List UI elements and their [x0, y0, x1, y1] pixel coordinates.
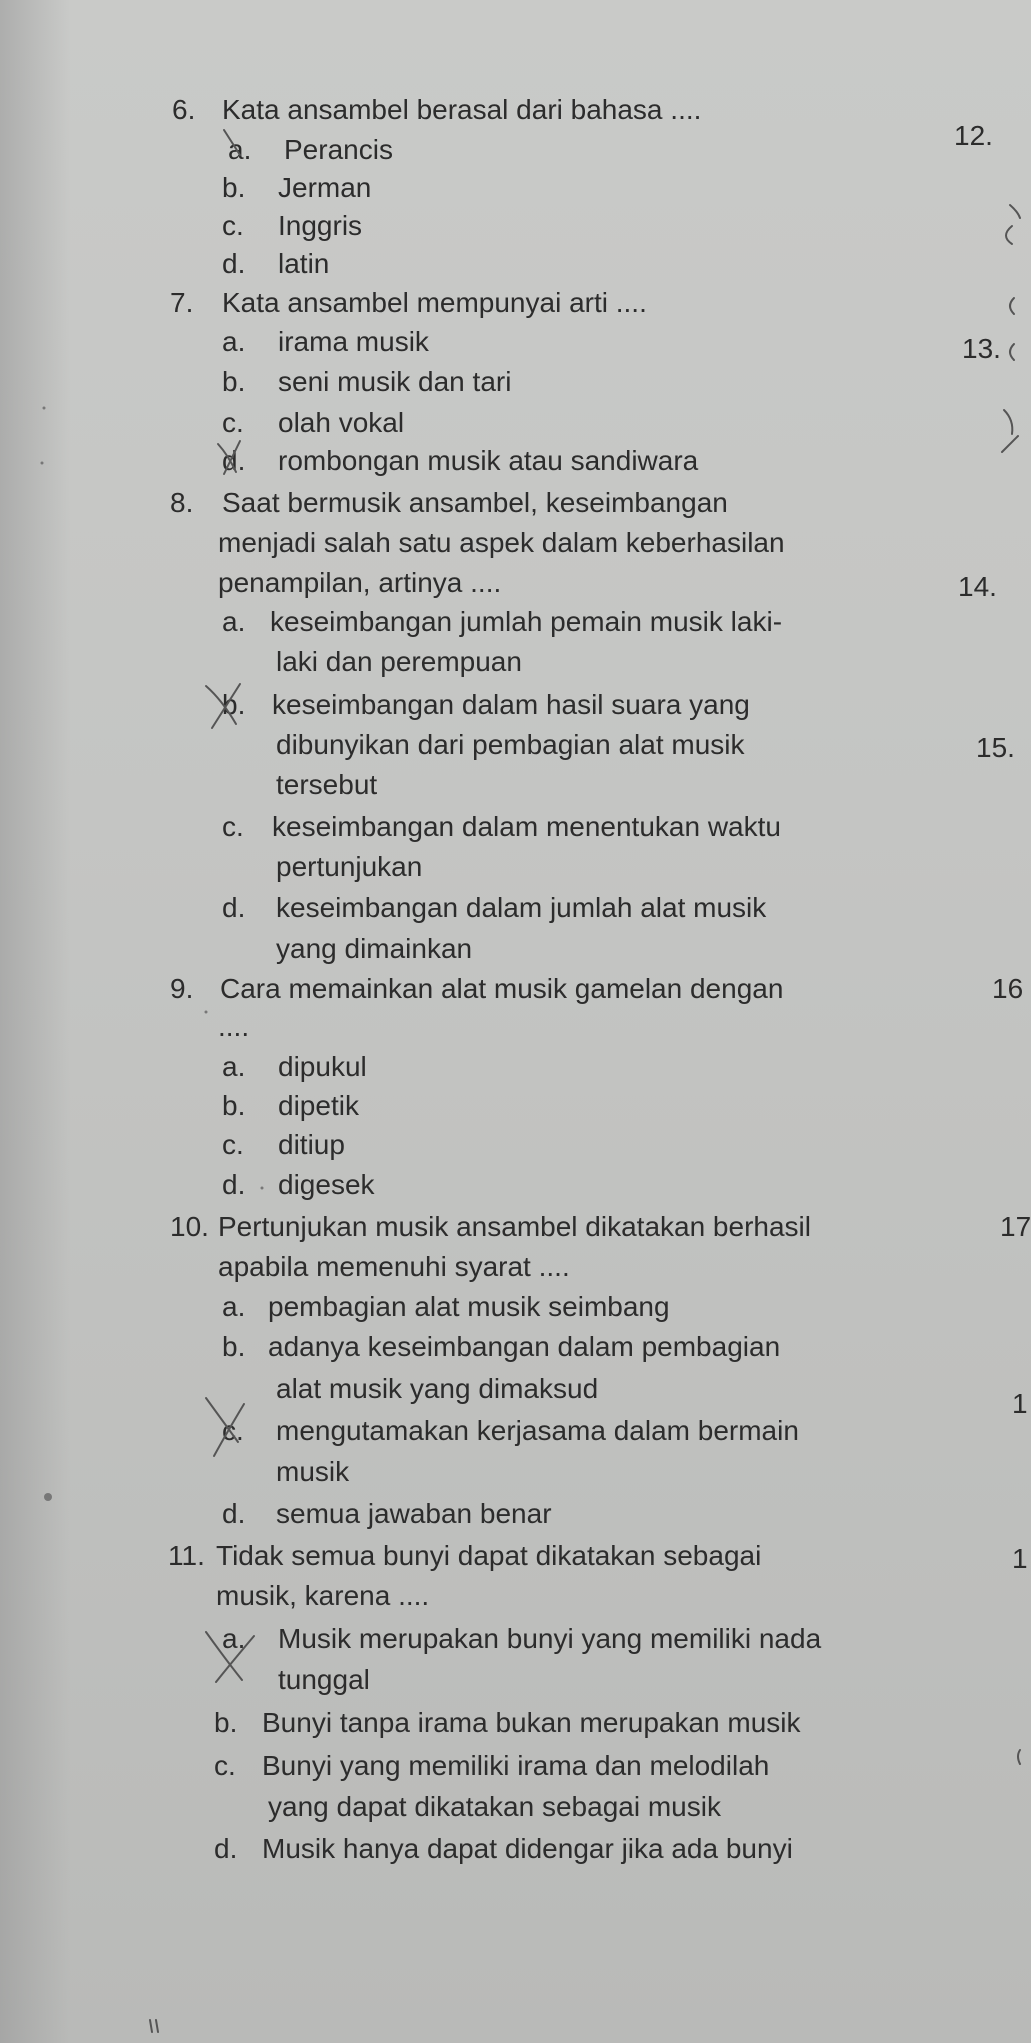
question-10-option-a: a. pembagian alat musik seimbang	[222, 1291, 670, 1322]
question-11-option-b: b. Bunyi tanpa irama bukan merupakan musik	[214, 1707, 801, 1738]
question-7-option-a: a. irama musik	[222, 326, 429, 357]
question-10-stem: 10. Pertunjukan musik ansambel dikatakan berhasil	[170, 1211, 811, 1242]
question-8-stem-line-2: menjadi salah satu aspek dalam keberhasilan	[218, 527, 785, 558]
question-10-option-d: d. semua jawaban benar	[222, 1498, 552, 1529]
question-10-option-c: c. mengutamakan kerjasama dalam bermain	[222, 1415, 799, 1446]
page-edge-shadow	[0, 0, 70, 2043]
question-6-stem: 6. Kata ansambel berasal dari bahasa ....	[172, 94, 702, 125]
right-column-number-13: 13.	[962, 333, 1001, 364]
question-8-option-d-line-2: yang dimainkan	[276, 933, 473, 964]
question-11-option-d: d. Musik hanya dapat didengar jika ada bunyi	[214, 1833, 793, 1864]
question-8-option-b-line-3: tersebut	[276, 769, 378, 800]
question-11-stem-line-2: musik, karena ....	[216, 1580, 430, 1611]
question-9-stem-line-2: ....	[218, 1011, 250, 1042]
question-7-option-c: c. olah vokal	[222, 407, 405, 438]
question-8-option-d: d. keseimbangan dalam jumlah alat musik	[222, 892, 767, 923]
question-9-option-c: c. ditiup	[222, 1129, 345, 1160]
right-column-number-12: 12.	[954, 120, 993, 151]
question-8-option-c-line-2: pertunjukan	[276, 851, 423, 882]
right-column-number-16: 16	[992, 973, 1024, 1004]
question-9-option-d: d. digesek	[222, 1169, 375, 1200]
question-8-option-b-line-2: dibunyikan dari pembagian alat musik	[276, 729, 745, 760]
question-8-option-b: b. keseimbangan dalam hasil suara yang	[222, 689, 750, 720]
question-6-option-a: a. Perancis	[228, 134, 393, 165]
question-8-stem-line-1-text: Saat bermusik ansambel, keseimbangan	[222, 487, 728, 518]
question-11-stem: 11. Tidak semua bunyi dapat dikatakan sebagai	[168, 1540, 762, 1571]
question-9-stem: 9. Cara memainkan alat musik gamelan dengan	[170, 973, 784, 1004]
question-7-option-d: d. rombongan musik atau sandiwara	[222, 445, 699, 476]
question-6-option-c: c. Inggris	[222, 210, 363, 241]
question-10-stem-line-2: apabila memenuhi syarat ....	[218, 1251, 570, 1282]
question-8-stem-line-1: 8.	[170, 487, 194, 518]
question-7-option-b: b. seni musik dan tari	[222, 366, 512, 397]
question-8-option-a-line-2: laki dan perempuan	[276, 646, 522, 677]
question-11-option-a: a. Musik merupakan bunyi yang memiliki nada	[222, 1623, 822, 1654]
question-7-stem: 7. Kata ansambel mempunyai arti ....	[170, 287, 647, 318]
question-8-option-a: a. keseimbangan jumlah pemain musik laki-	[222, 606, 783, 637]
right-column-number-18: 1	[1012, 1388, 1028, 1419]
right-column-number-14: 14.	[958, 571, 997, 602]
question-9-option-b: b. dipetik	[222, 1090, 359, 1121]
question-6-option-b: b. Jerman	[222, 172, 372, 203]
right-column-number-15: 15.	[976, 732, 1015, 763]
right-column-number-19: 1	[1012, 1543, 1028, 1574]
question-11-option-c-line-2: yang dapat dikatakan sebagai musik	[268, 1791, 721, 1822]
question-6-option-d: d. latin	[222, 248, 330, 279]
question-8-option-c: c. keseimbangan dalam menentukan waktu	[222, 811, 781, 842]
question-9-option-a: a. dipukul	[222, 1051, 367, 1082]
question-8-stem-line-3: penampilan, artinya ....	[218, 567, 502, 598]
question-10-option-b: b. adanya keseimbangan dalam pembagian	[222, 1331, 781, 1362]
question-10-option-c-line-2: musik	[276, 1456, 350, 1487]
question-10-option-b-line-2: alat musik yang dimaksud	[276, 1373, 599, 1404]
question-11-option-c: c. Bunyi yang memiliki irama dan melodilah	[214, 1750, 770, 1781]
right-column-number-17: 17	[1000, 1211, 1031, 1242]
question-11-option-a-line-2: tunggal	[278, 1664, 370, 1695]
